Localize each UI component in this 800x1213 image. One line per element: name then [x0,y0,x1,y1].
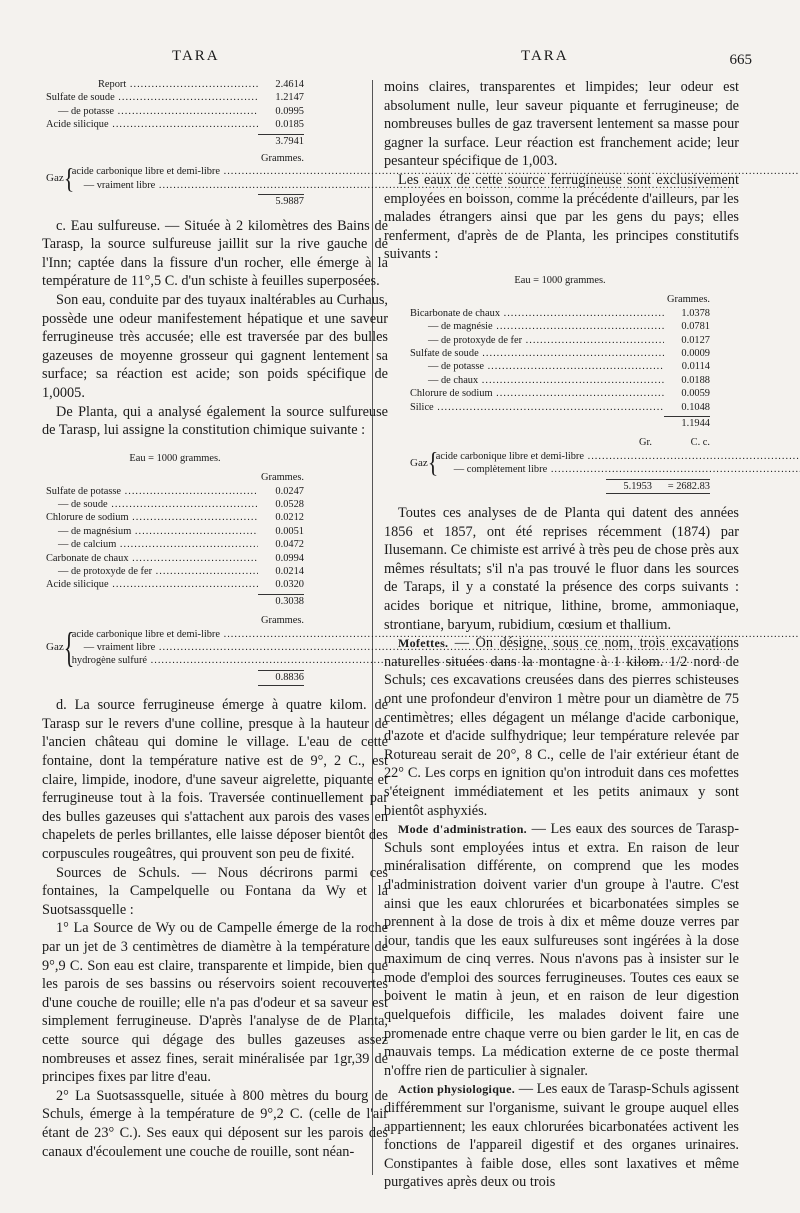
paragraph: moins claires, transparentes et limpides; leur odeur est absolument nulle, leur saveur piquante et ferrugineuse; de nombreuses bulles de gaz traversent lentement sa masse pour gagner la surface. Leur réaction est franchement acide; leur pesanteur spécifique de 1,003. [384,79,739,170]
table-row: Chlorure de sodium ..... 0.0059 [410,387,710,400]
table-row: — de calcium ..... 0.0472 [46,538,304,551]
table-row: Sulfate de soude ..... 1.2147 [46,91,304,104]
table-row: — complètement libre ..... [436,463,800,476]
table-total: 3.7941 [258,134,304,148]
table-row: Chlorure de sodium ..... 0.0212 [46,511,304,524]
table-total: 0.8836 [258,670,304,686]
table-caption: Eau = 1000 grammes. [129,452,221,464]
right-column [384,78,739,1192]
paragraph-sources-de-schuls: Sources de Schuls. — Nous décrirons parmi ces fontaines, la Campelquelle ou Fontana da Wy et la Suotsassquelle : [42,864,388,918]
left-column [42,78,388,1161]
paragraph-source-ferrugineuse: d. La source ferrugineuse émerge à quatre kilom. de Tarasp sur le revers d'une colline, presque à la hauteur de l'ancien château qui domine le village. L'eau de cette fontaine, dont la température native est de 9°, 2 C., est claire, limpide, inodore, d'une saveur aigrelette, piquante et ferrugineuse tout à la fois. Traversée continuellement par des bulles gazeuses qui s'attachent aux parois des vases en chapelets de perles brillantes, elle laisse déposer bientôt des corpuscules rougeâtres, qui prouvent son peu de fixité. [42,697,388,863]
table-total: 0.3038 [258,594,304,608]
gas-total-row [410,479,710,494]
unit-label: C. c. [690,437,710,449]
table-row: acide carbonique libre et demi-libre ..... [72,628,800,641]
unit-label: Grammes. [261,615,304,627]
analysis-table-2 [46,452,304,687]
running-head-left: TARA [172,48,220,64]
table-row: Acide silicique ..... 0.0320 [46,578,304,591]
table-total: 5.9887 [258,194,304,208]
paragraph: Toutes ces analyses de de Planta qui datent des années 1856 et 1857, ont été reprises récemment (1874) par Ilusemann. Ce chimiste est arrivé à très peu de chose près aux mêmes résultats; s'il n'a pas trouvé le fluor dans les sources de Taraps, il y a constaté la présence des corps suivants : acides borique et nitrique, lithine, brome, ammoniaque, strontiane, baryum, rubidium, cœsium et thallium. [384,505,739,633]
gas-group [46,161,304,195]
table-row: Sulfate de soude ..... 0.0009 [410,347,710,360]
table-row: Bicarbonate de chaux ..... 1.0378 [410,307,710,320]
table-total: = 2682.83 [652,479,710,494]
running-head-right: TARA [521,48,569,64]
gas-group [410,446,710,479]
unit-label: Grammes. [261,153,304,165]
section-heading: Mode d'administration. [398,822,527,837]
unit-label: Gr. [639,437,652,449]
analysis-table-1 [46,78,304,209]
table-row: — de chaux ..... 0.0188 [410,374,710,387]
table-total: 5.1953 [606,479,652,494]
paragraph: Les eaux de cette source ferrugineuse sont exclusivement employées en boisson, comme la précédente d'ailleurs, par les malades étrangers ainsi que par les gens du pays; elles renferment, d'après de de Planta, les principes constitutifs suivants : [384,171,739,263]
paragraph: De Planta, qui a analysé également la source sulfureuse de Tarasp, lui assigne la constitution chimique suivante : [42,403,388,439]
table-row: — vraiment libre ..... [72,179,800,192]
table-row: — de protoxyde de fer ..... 0.0127 [410,334,710,347]
table-row: Silice ..... 0.1048 [410,401,710,414]
gas-label: Gaz [46,641,64,654]
gas-group [46,623,304,671]
paragraph: 2° La Suotsassquelle, située à 800 mètres du bourg de Schuls, émerge à la température de 9°,2 C. (celle de l'air étant de 23° C.). Ses eaux qui déposent sur les parois des canaux d'écoulement une couche de rouille, sont néan- [42,1087,388,1160]
section-heading: Mofettes. [398,636,449,651]
table-row: Carbonate de chaux ..... 0.0994 [46,552,304,565]
paragraph-action-physiologique: Action physiologique. — Les eaux de Tarasp-Schuls agissent différemment sur l'organisme, suivant le groupe auquel elles appartiennent; les eaux chlorurées bicarbonatées activent les fonctions de l'appareil digestif et des organes urinaires. Constipantes à faible dose, elles sont laxatives et même purgatives après deux ou trois [384,1081,739,1191]
table-row: hydrogène sulfuré ..... [72,654,800,667]
table-total: 1.1944 [664,416,710,430]
table-row: — de magnésium ..... 0.0051 [46,525,304,538]
table-row: Acide silicique ..... 0.0185 [46,118,304,131]
gas-label: Gaz [46,172,64,185]
paragraph-eau-sulfureuse: c. Eau sulfureuse. — Située à 2 kilomètres des Bains de Tarasp, la source sulfureuse jaillit sur la rive gauche de l'Inn; captée dans la fissure d'un rocher, elle émerge à la température de 11°,5 C. d'un schiste à feuilles superposées. [42,217,388,290]
table-row: — de potasse ..... 0.0995 [46,105,304,118]
analysis-table-3 [410,274,710,494]
brace-icon: { [63,623,75,671]
gas-label: Gaz [410,456,428,469]
table-row: — de potasse ..... 0.0114 [410,360,710,373]
table-row: — de soude ..... 0.0528 [46,498,304,511]
unit-label: Grammes. [261,472,304,484]
section-heading: Action physiologique. [398,1082,516,1097]
page-number: 665 [729,52,752,68]
gas-units-row [410,436,710,449]
table-row: — de magnésie ..... 0.0781 [410,320,710,333]
table-row: — de protoxyde de fer ..... 0.0214 [46,565,304,578]
brace-icon: { [427,446,439,479]
table-row: Report ..... 2.4614 [46,78,304,91]
table-row: — vraiment libre ..... [72,641,800,654]
unit-label: Grammes. [667,294,710,306]
table-row: acide carbonique libre et demi-libre ..... [436,450,800,463]
table-row: Sulfate de potasse ..... 0.0247 [46,485,304,498]
paragraph-mofettes: Mofettes. — On désigne, sous ce nom, trois excavations naturelles situées dans la montagne à 1 kilom. 1/2 nord de Schuls; ces excavations creusées dans des pierres schisteuses ont une profondeur d'environ 1 mètre pour un diamètre de 75 centimètres; elles dégagent un mélange d'acide carbonique, d'azote et d'acide sulfhydrique; leur température relevée par Rotureau serait de 20°, 8 C., celle de l'air extérieur étant de 22° C. Les corps en ignition qu'on introduit dans ces mofettes s'éteignent immédiatement et les petits animaux y sont bientôt asphyxiés. [384,635,739,819]
paragraph: Son eau, conduite par des tuyaux inaltérables au Curhaus, possède une odeur manifestement hépatique et une saveur ferrugineuse très accusée; elle est traversée par des bulles gazeuses de moyenne grosseur qui gagnent lentement sa surface; sa réaction est acide; son poids spécifique de 1,0005. [42,292,388,401]
paragraph: 1° La Source de Wy ou de Campelle émerge de la roche par un jet de 3 centimètres de diamètre à la température de 9°,9 C. Son eau est claire, transparente et limpide, bien que les parois de ses bassins ou réservoirs soient recouvertes d'une couche de rouille; elle n'a pas d'odeur et sa saveur est simplement ferrugineuse. D'après l'analyse de de Planta, cette source qui dégage des bulles gazeuses assez nombreuses et assez fines, serait minéralisée par 1gr,39 de principes fixes par litre d'eau. [42,920,388,1086]
table-caption: Eau = 1000 grammes. [514,274,606,286]
paragraph-mode-administration: Mode d'administration. — Les eaux des sources de Tarasp-Schuls sont employées intus et extra. En raison de leur minéralisation différente, on comprend que les modes d'administration doivent varier d'un groupe à l'autre. C'est ainsi que les eaux chlorurées et bicarbonatées simples se prennent à la dose de trois à dix et même douze verres par jour, tandis que les eaux sulfureuses sont ingérées à la dose maximum de cinq verres. Nous n'avons pas à insister sur le mode d'emploi des sources ferrugineuses. Toutes ces eaux se boivent le matin à jeun, et en raison de leur digestion quelquefois difficile, les malades doivent faire une promenade entre chaque verre ou bien garder le lit, en cas de mauvais temps. La médication externe de ce poste thermal n'offre rien de particulier à signaler. [384,821,739,1079]
brace-icon: { [63,161,75,195]
table-row: acide carbonique libre et demi-libre ..... [72,165,800,178]
